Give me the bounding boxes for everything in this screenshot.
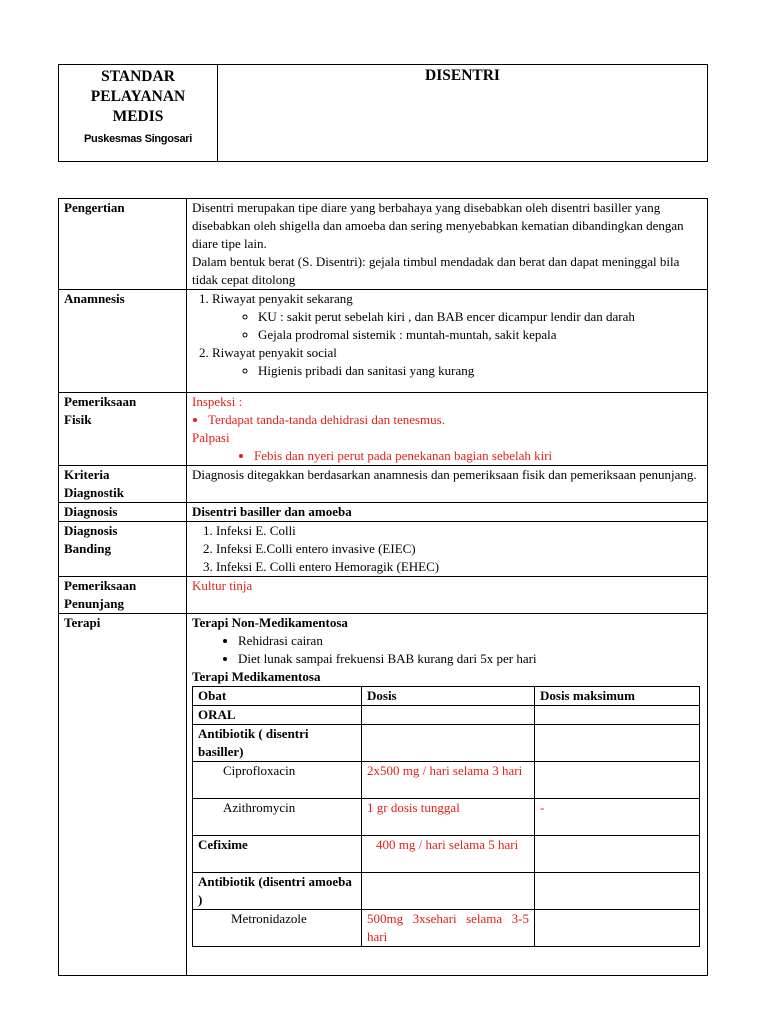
list-item: ◦ KU : sakit perut sebelah kiri , dan BAB encer dicampur lendir dan darah <box>258 308 702 326</box>
table-row <box>193 910 700 947</box>
inspeksi-label: Inspeksi : <box>192 394 243 409</box>
anamnesis-item-1 <box>212 290 702 344</box>
content-diagnosis: Disentri basiller dan amoeba <box>187 503 708 522</box>
row-anamnesis <box>59 290 708 393</box>
cell-cipro-dose: 2x500 mg / hari selama 3 hari <box>362 762 535 799</box>
table-row <box>193 687 700 706</box>
document-title: DISENTRI <box>218 65 708 162</box>
header-table <box>58 64 708 162</box>
list-item: • Diet lunak sampai frekuensi BAB kurang dari 5x per hari <box>238 650 702 668</box>
cell-oral: ORAL <box>193 706 362 725</box>
non-med-title: Terapi Non-Medikamentosa <box>192 615 348 630</box>
col-header-dosis-maks: Dosis maksimum <box>535 687 700 706</box>
cell-empty <box>535 762 700 799</box>
label-line: Kriteria <box>64 467 110 482</box>
cell-metro: Metronidazole <box>193 910 362 947</box>
content-pemeriksaan-fisik <box>187 393 708 466</box>
anamnesis-item-2-text: Riwayat penyakit social <box>212 345 337 360</box>
med-title: Terapi Medikamentosa <box>192 669 321 684</box>
row-pengertian <box>59 199 708 290</box>
content-penunjang: Kultur tinja <box>187 577 708 614</box>
cell-empty <box>362 873 535 910</box>
pengertian-p2: Dalam bentuk berat (S. Disentri): gejala timbul mendadak dan berat dan dapat meninggal bila tidak cepat ditolong <box>192 254 680 287</box>
cell-cipro: Ciprofloxacin <box>193 762 362 799</box>
table-row <box>193 725 700 762</box>
label-line: Pemeriksaan <box>64 578 137 593</box>
label-pemeriksaan-fisik <box>59 393 187 466</box>
anamnesis-item-2 <box>212 344 702 380</box>
pengertian-p1: Disentri merupakan tipe diare yang berbahaya yang disebabkan oleh disentri basiller yang disebabkan oleh shigella dan amoeba dan sering menyebabkan kematian dibandingkan dengan diare tipe lain. <box>192 200 684 251</box>
label-line: Diagnostik <box>64 485 124 500</box>
cell-empty <box>535 725 700 762</box>
label-diagnosis-banding <box>59 522 187 577</box>
label-line: Fisik <box>64 412 92 427</box>
header-line-3: MEDIS <box>112 108 164 125</box>
header-line-2: PELAYANAN <box>90 88 186 105</box>
row-penunjang <box>59 577 708 614</box>
drug-table <box>192 686 700 947</box>
cell-empty <box>535 910 700 947</box>
list-item: • Rehidrasi cairan <box>238 632 702 650</box>
content-kriteria: Diagnosis ditegakkan berdasarkan anamnesis dan pemeriksaan fisik dan pemeriksaan penunjang. <box>187 466 708 503</box>
label-line: Pemeriksaan <box>64 394 137 409</box>
table-row <box>193 706 700 725</box>
cell-empty <box>362 725 535 762</box>
table-row <box>193 762 700 799</box>
cell-azi: Azithromycin <box>193 799 362 836</box>
cell-empty <box>535 706 700 725</box>
content-terapi <box>187 614 708 976</box>
row-pemeriksaan-fisik <box>59 393 708 466</box>
list-item: ◦ Gejala prodromal sistemik : muntah-muntah, sakit kepala <box>258 326 702 344</box>
label-line: Diagnosis <box>64 523 118 538</box>
col-header-obat: Obat <box>193 687 362 706</box>
header-left-cell <box>59 65 218 162</box>
label-line: Banding <box>64 541 111 556</box>
anamnesis-item-1-text: Riwayat penyakit sekarang <box>212 291 353 306</box>
label-pengertian: Pengertian <box>59 199 187 290</box>
list-item: 1. Infeksi E. Colli <box>216 522 702 540</box>
row-kriteria <box>59 466 708 503</box>
cell-azi-dose: 1 gr dosis tunggal <box>362 799 535 836</box>
list-item: ◦ Higienis pribadi dan sanitasi yang kurang <box>258 362 702 380</box>
inspeksi-bullet: • Terdapat tanda-tanda dehidrasi dan tenesmus. <box>208 411 702 429</box>
cell-cefixime: Cefixime <box>193 836 362 873</box>
label-kriteria <box>59 466 187 503</box>
label-penunjang <box>59 577 187 614</box>
cell-azi-max: - <box>535 799 700 836</box>
label-terapi: Terapi <box>59 614 187 976</box>
cell-empty <box>362 706 535 725</box>
list-item: 3. Infeksi E. Colli entero Hemoragik (EHEC) <box>216 558 702 576</box>
header-line-1: STANDAR <box>101 68 175 85</box>
table-row <box>193 799 700 836</box>
content-pengertian <box>187 199 708 290</box>
header-sub: Puskesmas Singosari <box>83 133 193 145</box>
palpasi-bullet: • Febis dan nyeri perut pada penekanan bagian sebelah kiri <box>254 447 702 465</box>
cell-empty <box>535 873 700 910</box>
label-diagnosis: Diagnosis <box>59 503 187 522</box>
list-item: 2. Infeksi E.Colli entero invasive (EIEC) <box>216 540 702 558</box>
row-terapi <box>59 614 708 976</box>
cell-cefixime-dose: 400 mg / hari selama 5 hari <box>362 836 535 873</box>
cell-group-basiller: Antibiotik ( disentri basiller) <box>193 725 362 762</box>
row-diagnosis-banding <box>59 522 708 577</box>
row-diagnosis <box>59 503 708 522</box>
cell-group-amoeba: Antibiotik (disentri amoeba ) <box>193 873 362 910</box>
cell-metro-dose: 500mg 3xsehari selama 3-5 hari <box>362 910 535 947</box>
content-anamnesis <box>187 290 708 393</box>
main-table <box>58 198 708 976</box>
label-line: Penunjang <box>64 596 124 611</box>
col-header-dosis: Dosis <box>362 687 535 706</box>
table-row <box>193 836 700 873</box>
label-anamnesis: Anamnesis <box>59 290 187 393</box>
cell-empty <box>535 836 700 873</box>
table-row <box>193 873 700 910</box>
palpasi-label: Palpasi <box>192 430 230 445</box>
content-diagnosis-banding <box>187 522 708 577</box>
